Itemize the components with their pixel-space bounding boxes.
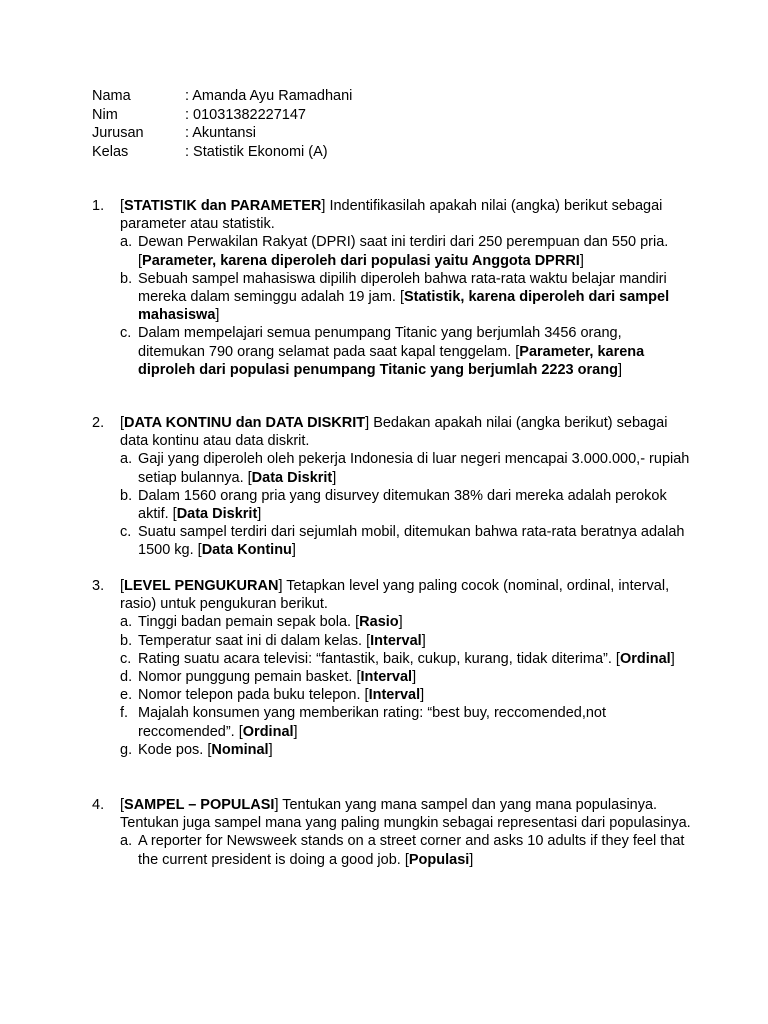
item-letter: c. xyxy=(120,325,132,342)
question-number: 4. xyxy=(92,797,105,813)
item-text: Gaji yang diperoleh oleh pekerja Indonesia di luar negeri mencapai 3.000.000,- rupiah setiap bulannya. xyxy=(138,451,690,486)
item-letter: d. xyxy=(120,669,133,686)
question-number: 1. xyxy=(92,198,105,214)
question-3: 3. [LEVEL PENGUKURAN] Tetapkan level yang paling cocok (nominal, ordinal, interval, rasio) untuk pengukuran berikut. a. Tinggi badan pemain sepak bola. [Rasio] b. Temperatur saat ini di dalam kelas. [Interval] c. Rating suatu acara televisi: “fantastik, baik, cukup, kurang, tidak diterima”. [Ordinal] d. Nomor punggung pemain basket. [Interval] e. Nomor telepon pada buku telepon. [Interval] f. Majalah konsumen yang memberikan rating: “best buy, reccomended,not reccomended”. [Ordinal] g. Kode pos. [Nominal] xyxy=(92,577,692,759)
item-letter: b. xyxy=(120,632,133,649)
info-row-jurusan xyxy=(92,124,352,143)
question-1: 1. [STATISTIK dan PARAMETER] Indentifikasilah apakah nilai (angka) berikut sebagai parameter atau statistik. a. Dewan Perwakilan Rakyat (DPRI) saat ini terdiri dari 250 perempuan dan 550 pria. [Parameter, karena diperoleh dari populasi yaitu Anggota DPRRI] b. Sebuah sampel mahasiswa dipilih diperoleh bahwa rata-rata waktu belajar mandiri mereka dalam seminggu adalah 19 jam. [Statistik, karena diperoleh dari sampel mahasiswa] c. Dalam mempelajari semua penumpang Titanic yang berjumlah 3456 orang, ditemukan 790 orang selamat pada saat kapal tenggelam. [Parameter, karena diproleh dari populasi penumpang Titanic yang berjumlah 2223 orang] xyxy=(92,197,692,379)
question-title: LEVEL PENGUKURAN xyxy=(124,578,279,594)
question-title: STATISTIK dan PARAMETER xyxy=(124,198,322,214)
question-2: 2. [DATA KONTINU dan DATA DISKRIT] Bedakan apakah nilai (angka berikut) sebagai data kontinu atau data diskrit. a. Gaji yang diperoleh oleh pekerja Indonesia di luar negeri mencapai 3.000.000,- rupiah setiap bulannya. [Data Diskrit] b. Dalam 1560 orang pria yang disurvey ditemukan 38% dari mereka adalah perokok aktif. [Data Diskrit] c. Suatu sampel terdiri dari sejumlah mobil, ditemukan bahwa rata-rata beratnya adalah 1500 kg. [Data Kontinu] xyxy=(92,414,692,560)
item-text: Tinggi badan pemain sepak bola. xyxy=(138,614,356,631)
item-text: Dalam mempelajari semua penumpang Titanic yang berjumlah 3456 orang, ditemukan 790 orang selamat pada saat kapal tenggelam. xyxy=(138,325,622,360)
info-row-nama xyxy=(92,87,352,106)
question-items xyxy=(120,832,692,868)
item-letter: b. xyxy=(120,270,133,287)
list-item: g. Kode pos. [Nominal] xyxy=(120,741,273,758)
question-title: SAMPEL – POPULASI xyxy=(124,797,275,813)
info-value: : Amanda Ayu Ramadhani xyxy=(185,88,353,104)
info-label: Nama xyxy=(92,88,131,104)
info-label: Nim xyxy=(92,106,118,123)
list-item: a. A reporter for Newsweek stands on a street corner and asks 10 adults if they feel that the current president is doing a good job. [Populasi] xyxy=(120,833,685,868)
question-items xyxy=(120,450,692,559)
list-item: c. Dalam mempelajari semua penumpang Titanic yang berjumlah 3456 orang, ditemukan 790 orang selamat pada saat kapal tenggelam. [Parameter, karena diproleh dari populasi penumpang Titanic yang berjumlah 2223 orang] xyxy=(120,325,645,378)
item-letter: a. xyxy=(120,833,133,850)
item-answer: Interval xyxy=(370,632,422,649)
info-row-kelas xyxy=(92,143,352,162)
list-item: d. Nomor punggung pemain basket. [Interval] xyxy=(120,669,417,686)
item-letter: a. xyxy=(120,234,133,251)
question-text: Tetapkan level yang paling cocok (nominal, ordinal, interval, rasio) untuk pengukuran berikut. xyxy=(120,578,670,613)
info-label: Kelas xyxy=(92,143,129,160)
item-answer: Populasi xyxy=(408,851,470,868)
item-letter: f. xyxy=(120,705,129,722)
item-text: Temperatur saat ini di dalam kelas. xyxy=(138,632,367,649)
list-item: f. Majalah konsumen yang memberikan rating: “best buy, reccomended,not reccomended”. [Ordinal] xyxy=(120,705,607,740)
item-answer: Data Diskrit xyxy=(251,469,333,486)
item-answer: Ordinal xyxy=(619,650,671,667)
item-text: A reporter for Newsweek stands on a street corner and asks 10 adults if they feel that the current president is doing a good job. xyxy=(138,833,685,868)
list-item: a. Dewan Perwakilan Rakyat (DPRI) saat ini terdiri dari 250 perempuan dan 550 pria. [Parameter, karena diperoleh dari populasi yaitu Anggota DPRRI] xyxy=(120,234,669,269)
item-letter: c. xyxy=(120,650,132,667)
list-item: b. Temperatur saat ini di dalam kelas. [Interval] xyxy=(120,632,426,649)
item-text: Kode pos. xyxy=(138,741,208,758)
list-item: a. Tinggi badan pemain sepak bola. [Rasio] xyxy=(120,614,403,631)
item-letter: e. xyxy=(120,687,133,704)
item-text: Suatu sampel terdiri dari sejumlah mobil, ditemukan bahwa rata-rata beratnya adalah 1500 kg. xyxy=(138,524,685,559)
item-text: Dewan Perwakilan Rakyat (DPRI) saat ini terdiri dari 250 perempuan dan 550 pria. xyxy=(138,234,669,251)
question-4: 4. [SAMPEL – POPULASI] Tentukan yang mana sampel dan yang mana populasinya. Tentukan juga sampel mana yang paling mungkin sebagai representasi dari populasinya. a. A reporter for Newsweek stands on a street corner and asks 10 adults if they feel that the current president is doing a good job. [Populasi] xyxy=(92,797,691,868)
item-letter: a. xyxy=(120,614,133,631)
question-items xyxy=(120,613,692,759)
item-answer: Nominal xyxy=(211,741,269,758)
list-item: c. Rating suatu acara televisi: “fantastik, baik, cukup, kurang, tidak diterima”. [Ordinal] xyxy=(120,650,675,667)
question-number: 2. xyxy=(92,415,105,431)
item-letter: a. xyxy=(120,451,133,468)
list-item: e. Nomor telepon pada buku telepon. [Interval] xyxy=(120,687,425,704)
question-number: 3. xyxy=(92,578,105,594)
question-text: Indentifikasilah apakah nilai (angka) berikut sebagai parameter atau statistik. xyxy=(120,198,663,233)
question-items xyxy=(120,233,692,379)
item-answer: Interval xyxy=(368,687,421,704)
item-text: Rating suatu acara televisi: “fantastik, baik, cukup, kurang, tidak diterima”. xyxy=(138,650,616,667)
list-item: b. Dalam 1560 orang pria yang disurvey ditemukan 38% dari mereka adalah perokok aktif. [Data Diskrit] xyxy=(120,487,667,523)
item-answer: Statistik, karena diperoleh dari sampel mahasiswa xyxy=(138,289,670,324)
question-text: Tentukan yang mana sampel dan yang mana populasinya. Tentukan juga sampel mana yang paling mungkin sebagai representasi dari populasinya. xyxy=(120,797,691,832)
info-value: : Statistik Ekonomi (A) xyxy=(185,143,328,160)
item-text: Nomor telepon pada buku telepon. xyxy=(138,687,365,704)
item-answer: Interval xyxy=(360,669,413,686)
item-answer: Parameter, karena diperoleh dari populasi yaitu Anggota DPRRI xyxy=(142,252,580,269)
item-text: Nomor punggung pemain basket. xyxy=(138,669,357,686)
question-title: DATA KONTINU dan DATA DISKRIT xyxy=(124,415,366,431)
student-info xyxy=(92,87,352,161)
item-answer: Data Diskrit xyxy=(176,506,258,523)
item-text: Sebuah sampel mahasiswa dipilih diperoleh bahwa rata-rata waktu belajar mandiri mereka dalam seminggu adalah 19 jam. xyxy=(138,270,667,306)
item-answer: Ordinal xyxy=(242,723,294,740)
info-value: : 01031382227147 xyxy=(185,106,306,123)
item-answer: Parameter, karena diproleh dari populasi penumpang Titanic yang berjumlah 2223 orang xyxy=(138,343,645,378)
item-text: Dalam 1560 orang pria yang disurvey ditemukan 38% dari mereka adalah perokok aktif. xyxy=(138,487,667,523)
item-text: Majalah konsumen yang memberikan rating: “best buy, reccomended,not reccomended”. xyxy=(138,705,607,740)
item-letter: c. xyxy=(120,524,132,541)
info-row-nim xyxy=(92,106,352,125)
list-item: a. Gaji yang diperoleh oleh pekerja Indonesia di luar negeri mencapai 3.000.000,- rupiah setiap bulannya. [Data Diskrit] xyxy=(120,451,690,486)
info-value: : Akuntansi xyxy=(185,125,256,141)
list-item: c. Suatu sampel terdiri dari sejumlah mobil, ditemukan bahwa rata-rata beratnya adalah 1500 kg. [Data Kontinu] xyxy=(120,524,685,559)
item-letter: g. xyxy=(120,741,133,758)
item-letter: b. xyxy=(120,487,133,504)
item-answer: Data Kontinu xyxy=(201,542,292,559)
info-label: Jurusan xyxy=(92,125,144,141)
list-item: b. Sebuah sampel mahasiswa dipilih diperoleh bahwa rata-rata waktu belajar mandiri mereka dalam seminggu adalah 19 jam. [Statistik, karena diperoleh dari sampel mahasiswa] xyxy=(120,270,670,324)
question-text: Bedakan apakah nilai (angka berikut) sebagai data kontinu atau data diskrit. xyxy=(120,415,668,450)
item-answer: Rasio xyxy=(359,614,399,631)
